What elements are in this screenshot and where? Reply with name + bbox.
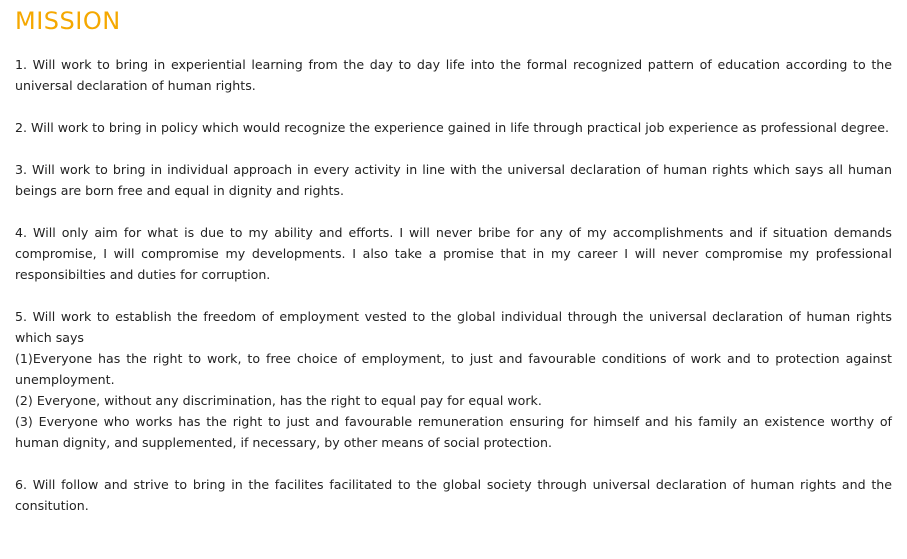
mission-item-3 — [15, 159, 892, 201]
mission-item-text: 5. Will work to establish the freedom of employment vested to the global individual through the universal declaration of human rights which says — [15, 309, 892, 345]
rights-clause-1: (1)Everyone has the right to work, to free choice of employment, to just and favourable conditions of work and to protection against unemployment. — [15, 351, 892, 387]
rights-clause-3: (3) Everyone who works has the right to just and favourable remuneration ensuring for himself and his family an existence worthy of human dignity, and supplemented, if necessary, by other means of social protection. — [15, 414, 892, 450]
mission-content — [15, 54, 892, 516]
mission-item-text: 4. Will only aim for what is due to my ability and efforts. I will never bribe for any of my accomplishments and if situation demands compromise, I will compromise my developments. I also take a promise that in my career I will never compromise my professional responsibilties and duties for corruption. — [15, 225, 892, 282]
mission-item-text: 2. Will work to bring in policy which would recognize the experience gained in life through practical job experience as professional degree. — [15, 120, 890, 135]
mission-item-text: 6. Will follow and strive to bring in the facilites facilitated to the global society through universal declaration of human rights and the consitution. — [15, 477, 892, 513]
rights-clause-2: (2) Everyone, without any discrimination, has the right to equal pay for equal work. — [15, 393, 542, 408]
mission-item-5 — [15, 306, 892, 453]
mission-item-text: 3. Will work to bring in individual approach in every activity in line with the universal declaration of human rights which says all human beings are born free and equal in dignity and rights. — [15, 162, 892, 198]
mission-page — [15, 0, 892, 537]
mission-item-4 — [15, 222, 892, 285]
mission-item-text: 1. Will work to bring in experiential learning from the day to day life into the formal recognized pattern of education according to the universal declaration of human rights. — [15, 57, 892, 93]
page-title: MISSION — [15, 7, 121, 35]
mission-item-6 — [15, 474, 892, 516]
mission-item-1 — [15, 54, 892, 96]
mission-item-2 — [15, 117, 892, 138]
